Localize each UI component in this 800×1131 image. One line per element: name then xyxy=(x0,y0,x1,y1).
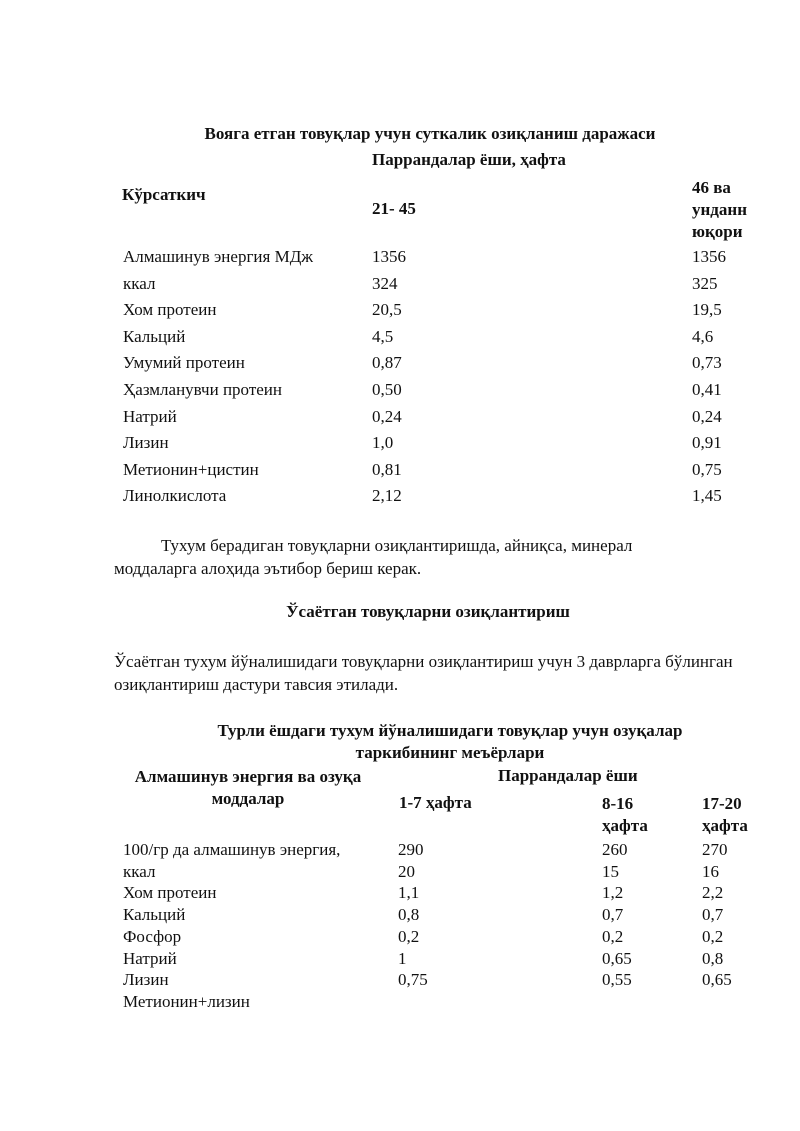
paragraph-2: Ўсаётган тухум йўналишидаги товуқларни озиқлантириш учун 3 даврларга бўлинган озиқлантириш дастури тавсия этилади. xyxy=(114,652,733,694)
table-cell-value: 0,8 xyxy=(398,905,420,925)
table-cell-value: 1,1 xyxy=(398,883,420,903)
paragraph-1: Тухум берадиган товуқларни озиқлантиришда, айниқса, минерал моддаларга алоҳида эътибор бериш керак. xyxy=(114,536,633,578)
table-cell-value: 0,65 xyxy=(602,948,632,968)
table-cell-value: 20,5 xyxy=(372,300,402,320)
table-cell-value: 0,50 xyxy=(372,380,402,399)
table-cell-label: Хом протеин xyxy=(123,883,217,903)
table-cell-value: 324 xyxy=(372,273,398,293)
table-cell-label: Метионин+лизин xyxy=(123,991,250,1011)
table-cell-value: 1,2 xyxy=(602,883,624,903)
section-title: Ўсаётган товуқларни озиқлантириш xyxy=(286,602,570,621)
table-cell-value: 270 xyxy=(702,840,728,859)
table-cell-value: 0,41 xyxy=(692,380,722,399)
table-cell-value: 19,5 xyxy=(692,300,722,320)
table-cell-label: Хом протеин xyxy=(123,300,217,320)
table-cell-value: 0,81 xyxy=(372,459,402,479)
table-cell-value: 0,7 xyxy=(702,905,724,925)
table-cell-label: ккал xyxy=(123,273,156,293)
table-cell-label: 100/гр да алмашинув энергия, xyxy=(123,840,341,859)
table-cell-value: 0,24 xyxy=(692,406,722,426)
table-cell-label: Кальций xyxy=(123,326,186,346)
table-cell-value: 260 xyxy=(602,840,628,859)
table-cell-value: 0,7 xyxy=(602,905,624,925)
table-cell-value: 2,2 xyxy=(702,883,724,903)
table1-title: Вояга етган товуқлар учун суткалик озиқланиш даражаси xyxy=(204,124,656,143)
table-cell-label: Фосфор xyxy=(123,926,182,946)
table-cell-label: Кальций xyxy=(123,905,186,925)
table-cell-label: Метионин+цистин xyxy=(123,459,259,479)
table-cell-value: 0,2 xyxy=(702,926,724,946)
table-cell-value: 4,5 xyxy=(372,326,394,346)
table-cell-value: 4,6 xyxy=(692,326,714,346)
table2-group-header: Паррандалар ёши xyxy=(498,766,638,785)
table2-col-label: Алмашинув энергия ва озуқа моддалар xyxy=(134,767,362,808)
table-cell-value: 15 xyxy=(602,861,619,881)
table1-col-label: Кўрсаткич xyxy=(122,185,206,204)
table-cell-label: Линолкислота xyxy=(123,486,227,506)
table-cell-value: 0,2 xyxy=(602,926,624,946)
table-cell-label: Натрий xyxy=(123,406,177,426)
table-cell-label: Лизин xyxy=(123,433,169,453)
table-cell-value: 290 xyxy=(398,840,424,859)
table-cell-value: 0,91 xyxy=(692,433,722,453)
table2-col1-header: 1-7 ҳафта xyxy=(399,793,472,812)
table-cell-value: 0,73 xyxy=(692,353,722,373)
table1-group-header: Паррандалар ёши, ҳафта xyxy=(372,150,566,169)
table-cell-label: Лизин xyxy=(123,970,169,990)
table-cell-value: 0,55 xyxy=(602,970,632,990)
table-cell-value: 20 xyxy=(398,861,415,881)
table-cell-value: 1 xyxy=(398,948,407,968)
table-cell-value: 0,75 xyxy=(692,459,722,479)
table-cell-label: Ҳазмланувчи протеин xyxy=(123,380,283,399)
table-cell-label: Алмашинув энергия МДж xyxy=(123,247,314,266)
table1-col1-header: 21- 45 xyxy=(372,199,416,218)
table-cell-value: 1356 xyxy=(692,247,726,266)
table-cell-label: Натрий xyxy=(123,948,177,968)
table-cell-value: 2,12 xyxy=(372,486,402,506)
table-cell-value: 1356 xyxy=(372,247,406,266)
table-cell-label: ккал xyxy=(123,861,156,881)
table-cell-value: 0,8 xyxy=(702,948,724,968)
table2-col3-header: 17-20 ҳафта xyxy=(702,794,748,835)
table2-col2-header: 8-16 ҳафта xyxy=(602,794,648,835)
table-cell-label: Умумий протеин xyxy=(123,353,245,373)
table-cell-value: 0,2 xyxy=(398,926,420,946)
table-cell-value: 0,24 xyxy=(372,406,402,426)
table-cell-value: 0,87 xyxy=(372,353,402,373)
table-cell-value: 1,45 xyxy=(692,486,722,506)
table-cell-value: 16 xyxy=(702,861,719,881)
table1-col2-header: 46 ва унданн юқори xyxy=(692,178,747,241)
table-cell-value: 0,75 xyxy=(398,970,428,990)
table2-title: Турли ёшдаги тухум йўналишидаги товуқлар учун озуқалар таркибининг меъёрлари xyxy=(217,721,683,762)
table-cell-value: 1,0 xyxy=(372,433,394,453)
table-cell-value: 325 xyxy=(692,273,718,293)
table-cell-value: 0,65 xyxy=(702,970,732,990)
